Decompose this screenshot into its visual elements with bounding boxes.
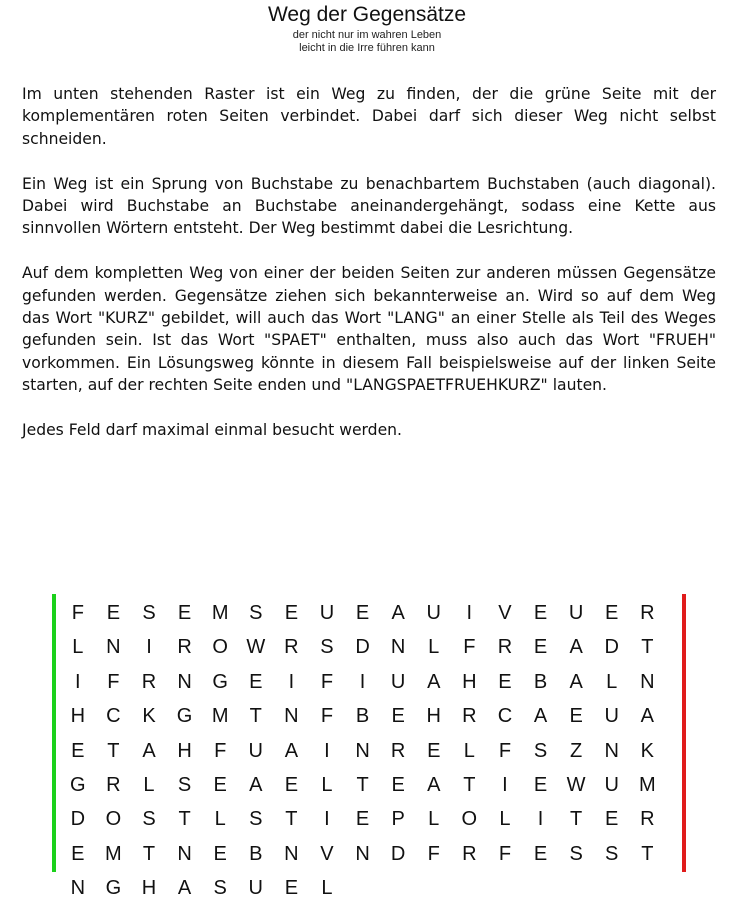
grid-cell[interactable]: S [605,842,619,865]
grid-cell[interactable]: E [213,842,227,865]
grid-cell[interactable]: I [359,670,366,693]
letter-grid [52,594,686,900]
grid-cell[interactable]: R [462,705,477,728]
grid-cell[interactable]: F [427,842,440,865]
grid-cell[interactable]: F [498,842,512,865]
grid-cell[interactable]: E [427,739,441,762]
grid-cell[interactable]: E [284,602,299,624]
grid-cell[interactable]: A [142,739,156,762]
grid-cell[interactable]: T [641,842,654,865]
grid-cell[interactable]: E [355,602,370,624]
grid-cell[interactable]: Z [570,739,583,762]
grid-cell[interactable]: L [463,739,475,762]
grid-cell[interactable]: F [498,739,512,762]
grid-cell[interactable]: B [249,842,263,865]
grid-cell[interactable]: H [70,705,86,728]
grid-cell[interactable]: I [537,808,544,831]
grid-cell[interactable]: I [75,670,81,693]
grid-cell[interactable]: F [320,670,334,693]
grid-cell[interactable]: E [177,602,192,624]
grid-cell[interactable]: L [428,636,440,659]
grid-cell[interactable]: U [604,705,619,728]
grid-cell[interactable]: L [214,808,226,831]
grid-cell[interactable]: R [497,636,513,659]
grid-cell[interactable]: U [604,773,619,796]
grid-cell[interactable]: O [461,808,478,831]
grid-cell[interactable]: N [70,877,86,900]
grid-cell[interactable]: E [498,670,512,693]
grid-cell[interactable]: E [533,636,548,659]
grid-cell[interactable]: R [106,773,121,796]
grid-cell[interactable]: U [426,602,441,624]
grid-cell[interactable]: E [569,705,583,728]
paragraph-visit-once: Jedes Feld darf maximal einmal besucht werden. [22,421,403,440]
grid-cell[interactable]: L [143,773,155,796]
grid-cell[interactable]: E [391,773,405,796]
grid-cell[interactable]: E [533,602,548,624]
grid-cell[interactable]: A [427,773,441,796]
grid-cell[interactable]: U [390,670,406,693]
grid-cell[interactable]: I [502,773,508,796]
grid-cell[interactable]: W [566,773,586,796]
instructions [22,83,716,464]
grid-cell[interactable]: T [285,808,298,831]
grid-cell[interactable]: N [106,636,121,659]
grid-cell[interactable]: L [321,877,333,900]
grid-cell[interactable]: N [284,842,299,865]
grid-cell[interactable]: R [390,739,406,762]
grid-cell[interactable]: A [427,670,441,693]
grid-cell[interactable]: I [146,636,152,659]
grid-cell[interactable]: N [640,670,655,693]
grid-cells [56,596,686,906]
grid-cell[interactable]: T [142,842,156,865]
grid-cell[interactable]: S [249,602,263,624]
grid-cell[interactable]: E [284,877,299,900]
grid-cell[interactable]: C [106,705,121,728]
grid-cell[interactable]: H [462,670,477,693]
subtitle-line-2: leicht in die Irre führen kann [299,42,435,54]
grid-cell[interactable]: C [497,705,513,728]
grid-cell[interactable]: A [569,670,583,693]
grid-cell[interactable]: S [213,877,227,900]
grid-cell[interactable]: S [142,808,156,831]
grid-cell[interactable]: D [390,842,406,865]
grid-cell[interactable]: A [284,739,299,762]
grid-cell[interactable]: M [638,773,656,796]
grid-cell[interactable]: A [640,705,654,728]
grid-cell[interactable]: B [533,670,548,693]
grid-cell[interactable]: V [498,602,512,624]
grid-cell[interactable]: T [249,705,262,728]
grid-cell[interactable]: U [248,739,263,762]
grid-cell[interactable]: M [105,842,122,865]
grid-cell[interactable]: K [640,739,654,762]
grid-cell[interactable]: H [426,705,441,728]
grid-cell[interactable]: E [284,773,299,796]
grid-cell[interactable]: L [606,670,618,693]
grid-cell[interactable]: N [177,842,192,865]
grid-cell[interactable]: O [105,808,122,831]
paragraph-path-definition: Ein Weg ist ein Sprung von Buchstabe zu benachbartem Buchstaben (auch diagonal). Dabei wird Buchstabe an Buchstabe aneinandergehängt, sodass eine Kette aus sinnvollen Wörtern entsteht. Der Weg bestimmt dabei die Lesrichtung. [22,174,716,238]
grid-cell[interactable]: H [141,877,157,900]
grid-cell[interactable]: L [321,773,333,796]
grid-cell[interactable]: S [320,636,334,659]
grid-cell[interactable]: N [604,739,619,762]
grid-cell[interactable]: E [533,842,548,865]
grid-cell[interactable]: F [71,602,84,624]
grid-cell[interactable]: G [70,773,86,796]
grid-cell[interactable]: R [640,602,655,624]
grid-cell[interactable]: R [284,636,299,659]
grid-cell[interactable]: O [212,636,228,659]
grid-cell[interactable]: F [463,636,476,659]
grid-cell[interactable]: F [320,705,334,728]
grid-cell[interactable]: B [355,705,370,728]
grid-cell[interactable]: E [355,808,370,831]
grid-cell[interactable]: D [604,636,619,659]
grid-cell[interactable]: D [70,808,86,831]
grid-cell[interactable]: T [570,808,583,831]
grid-cell[interactable]: E [71,842,85,865]
grid-cell[interactable]: K [142,705,156,728]
grid-cell[interactable]: S [249,808,263,831]
grid-cell[interactable]: W [246,636,266,659]
grid-cell[interactable]: T [356,773,369,796]
grid-cell[interactable]: L [499,808,511,831]
grid-cell[interactable]: I [288,670,295,693]
grid-cell[interactable]: G [105,877,122,900]
grid-cell[interactable]: A [177,877,192,900]
grid-cell[interactable]: N [355,739,370,762]
grid-cell[interactable]: A [249,773,263,796]
grid-cell[interactable]: T [107,739,120,762]
grid-cell[interactable]: R [462,842,477,865]
grid-cell[interactable]: R [640,808,655,831]
grid-cell[interactable]: V [320,842,334,865]
grid-cell[interactable]: G [212,670,228,693]
grid-cell[interactable]: T [463,773,476,796]
grid-cell[interactable]: N [177,670,192,693]
grid-cell[interactable]: A [533,705,548,728]
grid-cell[interactable]: S [177,773,192,796]
grid-cell[interactable]: A [569,636,583,659]
grid-cell[interactable]: R [141,670,157,693]
grid-cell[interactable]: S [142,602,156,624]
grid-cell[interactable]: G [176,705,193,728]
grid-cell[interactable]: M [211,705,229,728]
grid-cell[interactable]: N [355,842,370,865]
grid-cell[interactable]: E [391,705,405,728]
grid-cell[interactable]: U [248,877,263,900]
grid-cell[interactable]: E [533,773,548,796]
grid-cell[interactable]: S [569,842,583,865]
grid-cell[interactable]: E [249,670,263,693]
grid-cell[interactable]: T [178,808,191,831]
grid-cell[interactable]: E [605,602,619,624]
grid-cell[interactable]: R [177,636,192,659]
grid-cell[interactable]: E [71,739,85,762]
grid-cell[interactable]: L [428,808,440,831]
grid-cell[interactable]: E [106,602,121,624]
grid-cell[interactable]: U [568,602,584,624]
grid-cell[interactable]: N [284,705,299,728]
grid-cell[interactable]: I [324,808,330,831]
grid-cell[interactable]: H [177,739,192,762]
grid-cell[interactable]: L [72,636,84,659]
grid-cell[interactable]: M [211,602,229,624]
grid-cell[interactable]: U [319,602,335,624]
grid-cell[interactable]: I [466,602,473,624]
grid-cell[interactable]: I [324,739,330,762]
grid-cell[interactable]: E [605,808,619,831]
grid-cell[interactable]: F [214,739,227,762]
grid-cell[interactable]: A [391,602,405,624]
grid-cell[interactable]: T [641,636,654,659]
grid-cell[interactable]: S [533,739,548,762]
grid-cell[interactable]: P [391,808,405,831]
paragraph-rules: Im unten stehenden Raster ist ein Weg zu finden, der die grüne Seite mit der komplementären roten Seiten verbindet. Dabei darf sich dieser Weg nicht selbst schneiden. [22,85,716,148]
page-title: Weg der Gegensätze [267,3,467,26]
paragraph-opposites: Auf dem kompletten Weg von einer der beiden Seiten zur anderen müssen Gegensätze gefunden werden. Gegensätze ziehen sich bekannterweise an. Wird so auf dem Weg das Wort "KURZ" gebildet, will auch das Wort "LANG" an einer Stelle als Teil des Weges gefunden sein. Ist das Wort "SPAET" enthalten, muss also auch das Wort "FRUEH" vorkommen. Ein Lösungsweg könnte in diesem Fall beispielsweise auf der linken Seite starten, auf der rechten Seite enden und "LANGSPAETFRUEHKURZ" lauten. [22,264,716,395]
grid-cell[interactable]: D [355,636,370,659]
subtitle-line-1: der nicht nur im wahren Leben [292,29,442,41]
grid-cell[interactable]: E [213,773,227,796]
grid-cell[interactable]: N [390,636,406,659]
grid-cell[interactable]: F [107,670,120,693]
